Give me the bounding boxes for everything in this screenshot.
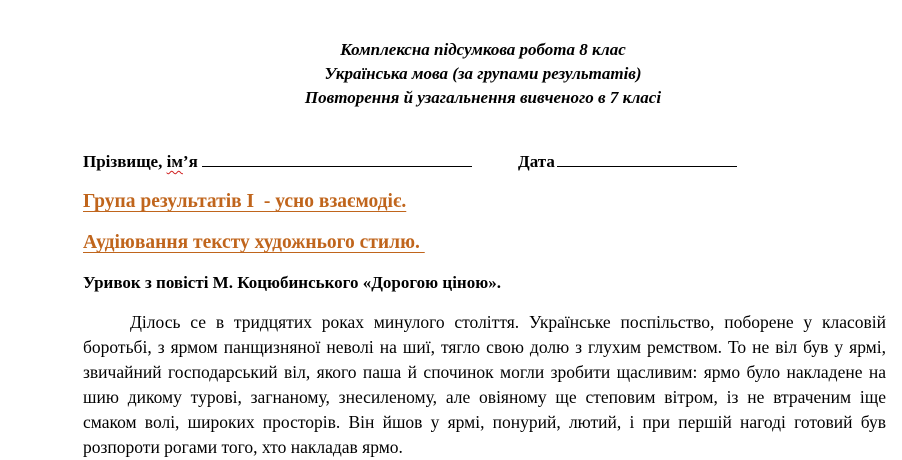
name-label: [83, 151, 198, 173]
spellcheck-squiggle: ім: [166, 152, 183, 171]
header-topic: Повторення й узагальнення вивченого в 7 класі: [304, 88, 662, 107]
listening-heading: Аудіювання тексту художнього стилю.: [83, 232, 425, 253]
name-label-text: Прізвище, ім’я: [83, 152, 198, 171]
excerpt-paragraph: Ділось се в тридцятих роках минулого століття. Українське поспільство, поборене у класовій боротьбі, з ярмом панщизняної неволі на шиї, тягло свою долю з глухим ремством. То не віл був у ярмі, звичайний господарський віл, якого паша й спочинок могли зробити щасливим: ярмо було накладене на шию дикому турові, загнаному, знесиленому, але овіяному ще степовим вітром, із не втраченим іще смаком волі, широких просторів. Він йшов у ярмі, понурий, лютий, і при першій нагоді готовий був розпороти рогами того, хто накладав ярмо.: [83, 312, 886, 457]
date-field-line[interactable]: [557, 151, 737, 167]
document-header: [0, 38, 902, 110]
student-info-row: [83, 151, 737, 173]
group-heading: Група результатів І - усно взаємодіє.: [83, 191, 407, 212]
header-subject: Українська мова (за групами результатів): [324, 64, 642, 83]
header-title: Комплексна підсумкова робота 8 клас: [340, 40, 626, 59]
excerpt-title: Уривок з повісті М. Коцюбинського «Дорогою ціною».: [83, 273, 501, 292]
date-label: Дата: [518, 152, 555, 171]
name-field-line[interactable]: [202, 151, 472, 167]
